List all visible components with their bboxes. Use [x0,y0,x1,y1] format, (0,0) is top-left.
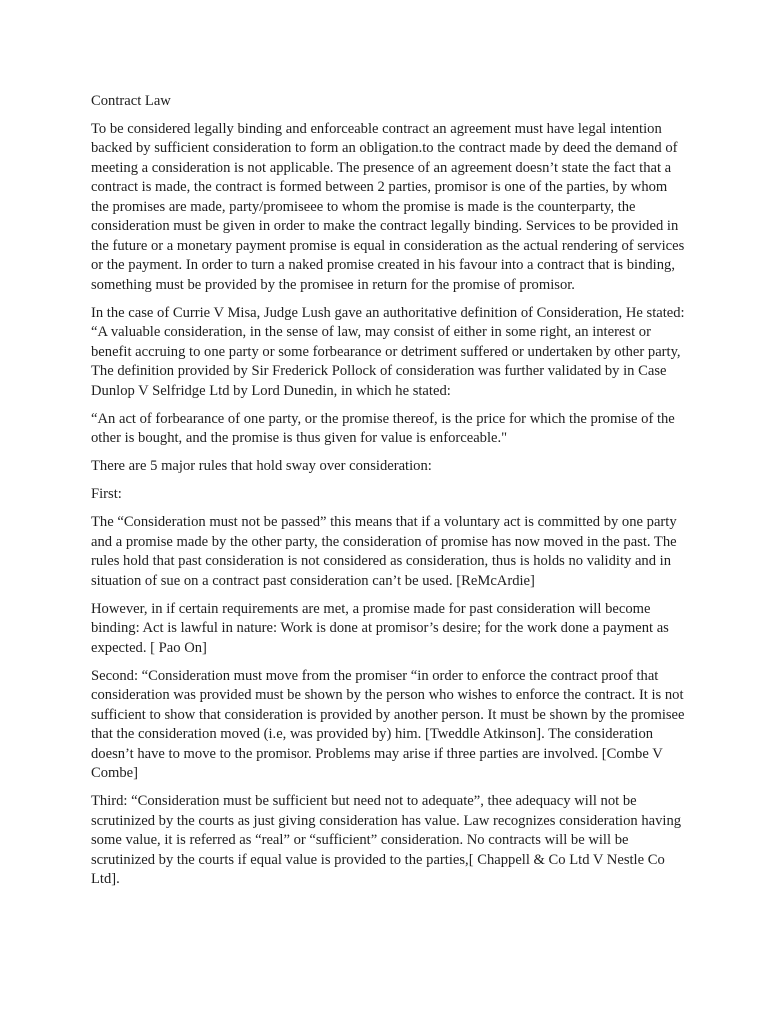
paragraph-first-rule: The “Consideration must not be passed” this means that if a voluntary act is committed by one party and a promise made by the other party, the consideration of promise has now moved in the past. The rules hold that past consideration is not considered as consideration, thus is holds no validity and in situation of sue on a contract past consideration can’t be used. [ReMcArdie] [91,514,677,589]
paragraph-second-rule: Second: “Consideration must move from the promiser “in order to enforce the contract proof that consideration was provided must be shown by the person who wishes to enforce the contract. It is not sufficient to show that consideration is provided by another person. It must be shown by the promisee that the consideration moved (i.e, was provided by) him. [Tweddle Atkinson]. The consideration doesn’t have to move to the promisor. Problems may arise if three parties are involved. [Combe V Combe] [91,667,685,781]
paragraph-third-rule: Third: “Consideration must be sufficient but need not to adequate”, thee adequacy will not be scrutinized by the courts as just giving consideration has value. Law recognizes consideration having some value, it is referred as “real” or “sufficient” consideration. No contracts will be will be scrutinized by the courts if equal value is provided to the parties,[ Chappell & Co Ltd V Nestle Co Ltd]. [91,793,682,887]
paragraph-intro: To be considered legally binding and enforceable contract an agreement must have legal intention backed by sufficient consideration to form an obligation.to the contract made by deed the demand of meeting a consideration is not applicable. The presence of an agreement doesn’t state the fact that a contract is made, the contract is formed between 2 parties, promisor is one of the parties, by whom the promises are made, party/promiseee to whom the promise is made is the counterparty, the consideration must be given in order to make the contract legally binding. Services to be provided in the future or a monetary payment promise is equal in consideration as the actual rendering of services or the payment. In order to turn a naked promise created in his favour into a contract that is binding, something must be provided by the promisee in return for the promise of promisor. [91,120,685,293]
paragraph-past-consideration-exception: However, in if certain requirements are met, a promise made for past consideration will become binding: Act is lawful in nature: Work is done at promisor’s desire; for the work done a payment as expected. [ Pao On] [91,600,669,656]
paragraph-dunedin-quote: “An act of forbearance of one party, or the promise thereof, is the price for which the promise of the other is bought, and the promise is thus given for value is enforceable." [91,410,675,446]
paragraph-first-heading: First: [91,486,122,502]
paragraph-currie-v-misa: In the case of Currie V Misa, Judge Lush gave an authoritative definition of Consideration, He stated: “A valuable consideration, in the sense of law, may consist of either in some right, an interest or benefit accruing to one party or some forbearance or detriment suffered or undertaken by other party, The definition provided by Sir Frederick Pollock of consideration was further validated by in Case Dunlop V Selfridge Ltd by Lord Dunedin, in which he stated: [91,304,685,399]
paragraph-five-rules: There are 5 major rules that hold sway over consideration: [91,458,432,474]
document-title: Contract Law [91,93,171,109]
